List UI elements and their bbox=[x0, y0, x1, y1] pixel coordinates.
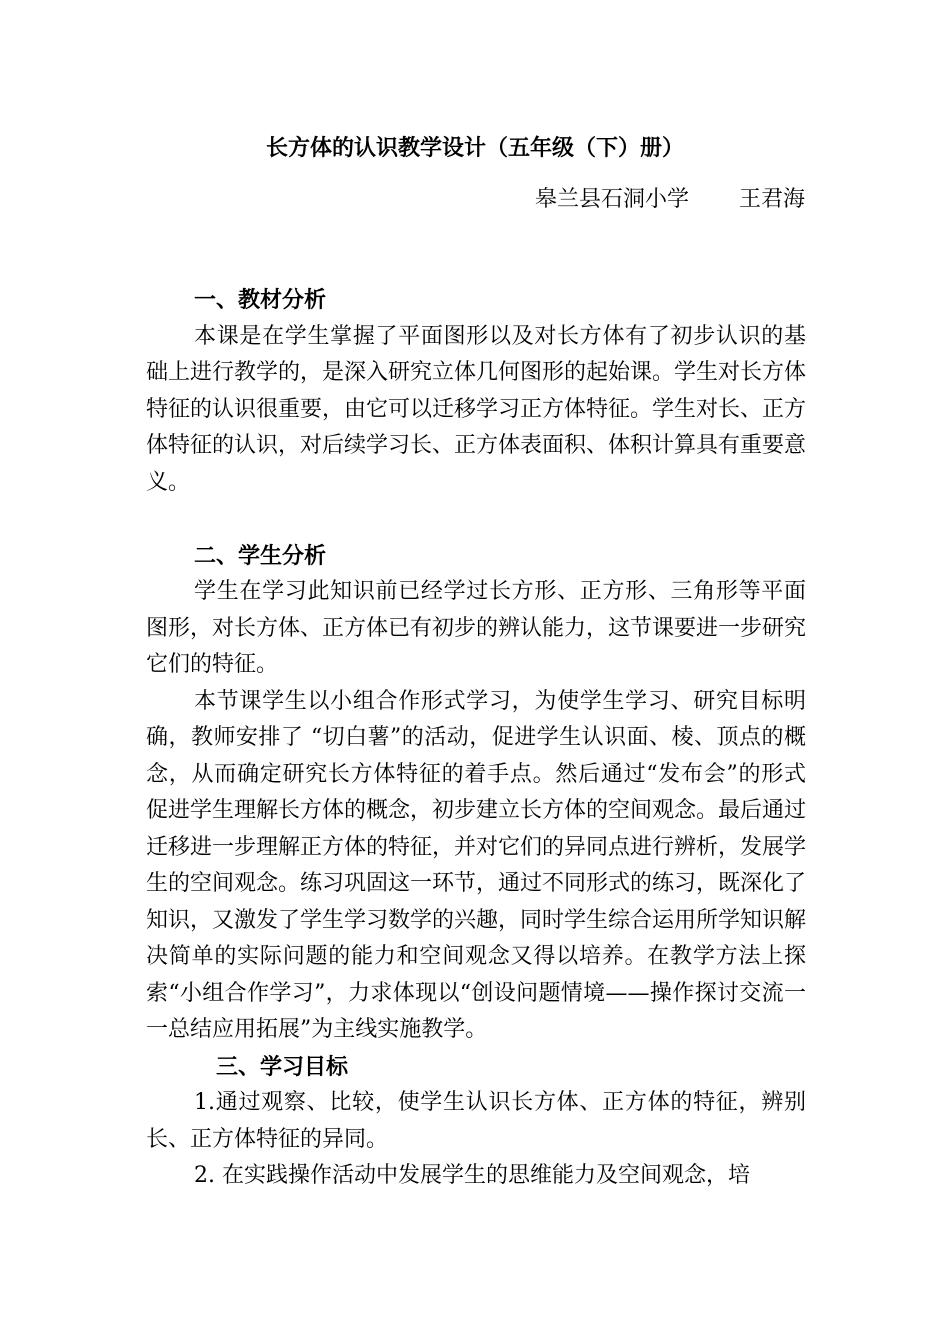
section-heading-textbook-analysis: 一、教材分析 bbox=[194, 287, 327, 313]
school-name: 皋兰县石洞小学 bbox=[534, 187, 689, 212]
section-heading-learning-objectives: 三、学习目标 bbox=[216, 1053, 349, 1080]
paragraph: 本节课学生以小组合作形式学习，为使学生学习、研究目标明确，教师安排了 “切白薯”的活动，促进学生认识面、棱、顶点的概念，从而确定研究长方体特征的着手点。然后通过“发布会”的形式促进学生理解长方体的概念，初步建立长方体的空间观念。最后通过迁移进一步理解正方体的特征，并对它们的异同点进行辨析，发展学生的空间观念。练习巩固这一环节，通过不同形式的练习，既深化了知识，又激发了学生学习数学的兴趣，同时学生综合运用所学知识解决简单的实际问题的能力和空间观念又得以培养。在教学方法上探索“小组合作学习”，力求体现以“创设问题情境——操作探讨交流一一总结应用拓展”为主线实施教学。 bbox=[146, 688, 807, 1042]
section-heading-student-analysis: 二、学生分析 bbox=[194, 542, 327, 569]
list-item: 2. 在实践操作活动中发展学生的思维能力及空间观念，培 bbox=[194, 1163, 750, 1188]
list-item: 1.通过观察、比较，使学生认识长方体、正方体的特征，辨别长、正方体特征的异同。 bbox=[146, 1090, 806, 1152]
paragraph: 本课是在学生掌握了平面图形以及对长方体有了初步认识的基础上进行教学的，是深入研究立体几何图形的起始课。学生对长方体特征的认识很重要，由它可以迁移学习正方体特征。学生对长、正方体特征的认识，对后续学习长、正方体表面积、体积计算具有重要意义。 bbox=[146, 323, 807, 495]
author-name: 王君海 bbox=[738, 187, 805, 212]
document-title: 长方体的认识教学设计（五年级（下）册） bbox=[265, 135, 684, 161]
paragraph: 学生在学习此知识前已经学过长方形、正方形、三角形等平面图形，对长方体、正方体已有初步的辨认能力，这节课要进一步研究它们的特征。 bbox=[146, 579, 807, 677]
section-spacer bbox=[146, 501, 806, 538]
author-line bbox=[535, 184, 805, 216]
document-body bbox=[146, 282, 806, 1195]
